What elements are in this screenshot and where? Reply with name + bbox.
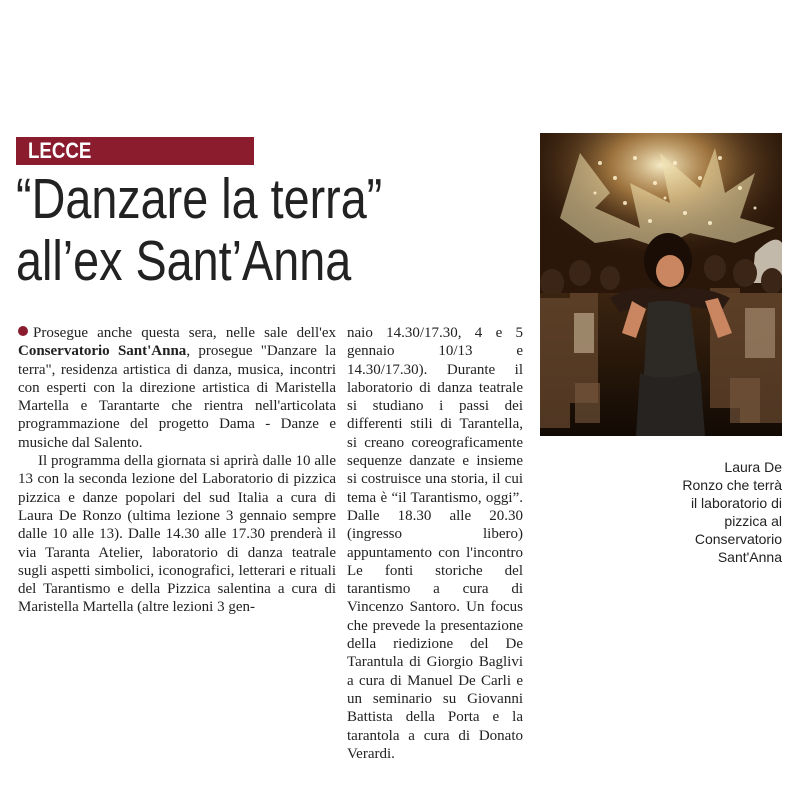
headline-line-2: all’ex Sant’Anna — [16, 229, 352, 293]
article-column-2 — [347, 324, 523, 763]
photo-caption: Laura De Ronzo che terrà il laboratorio di pizzica al Conservatorio Sant'Anna — [682, 459, 782, 565]
headline — [16, 168, 442, 292]
section-label-text: LECCE — [28, 138, 92, 163]
headline-line-1: “Danzare la terra” — [16, 167, 383, 231]
paragraph-continued: naio 14.30/17.30, 4 e 5 gennaio 10/13 e 14.30/17.30). Durante il laboratorio di danza teatrale si studiano i passi dei differenti stili di Tarantella, si creano coreograficamente sequenze danzate e insieme si costruisce una storia, il cui tema è “il Tarantismo, oggi”. Dalle 18.30 alle 20.30 (ingresso libero) appuntamento con l'incontro Le fonti storiche del tarantismo a cura di Vincenzo Santoro. Un focus che prevede la presentazione della riedizione del De Tarantula di Giorgio Baglivi a cura di Manuel De Carli e un seminario su Giovanni Battista della Porta e la tarantola a cura di Donato Verardi. — [347, 325, 523, 762]
intro-venue: Conservatorio Sant'Anna — [18, 343, 187, 360]
dancer-photo — [540, 133, 782, 436]
bullet-dot-icon — [18, 326, 28, 336]
paragraph-intro — [18, 324, 336, 452]
article-column-1 — [18, 324, 336, 617]
paragraph-program: Il programma della giornata si aprirà dalle 10 alle 13 con la seconda lezione del Laboratorio di pizzica pizzica e danze popolari del sud Italia a cura di Laura De Ronzo (ultima lezione 3 gennaio sempre dalle 10 alle 13). Dalle 14.30 alle 17.30 prenderà il via Taranta Atelier, laboratorio di danza teatrale sugli aspetti simbolici, iconografici, letterari e rituali del Tarantismo e della Pizzica salentina a cura di Maristella Martella (altre lezioni 3 gen- — [18, 453, 336, 616]
section-label — [16, 137, 254, 165]
intro-rest: , prosegue "Danzare la terra", residenza artistica di danza, musica, incontri con esperti con la direzione artistica di Maristella Martella e Tarantarte che rientra nell'articolata programmazione del progetto Dama - Danze e musiche dal Salento. — [18, 343, 336, 451]
photo-illustration — [540, 133, 782, 436]
intro-lead: Prosegue anche questa sera, nelle sale dell'ex — [33, 325, 336, 341]
